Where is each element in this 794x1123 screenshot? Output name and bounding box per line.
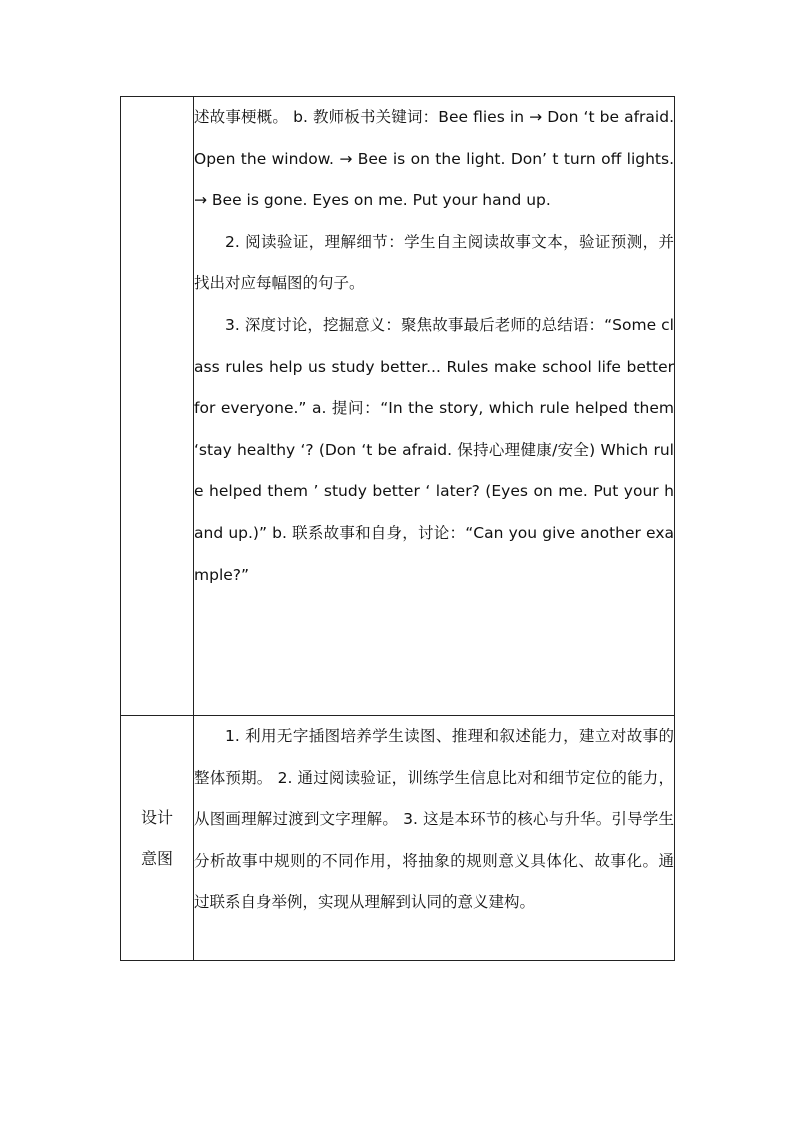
reading-verification-paragraph: 2. 阅读验证，理解细节：学生自主阅读故事文本，验证预测，并找出对应每幅图的句子。 — [194, 232, 674, 293]
story-summary-paragraph: 述故事梗概。 b. 教师板书关键词：Bee flies in → Don ‘t be afraid. Open the window. → Bee is on the light. Don’ t turn off lights. → Bee is gone. Eyes on me. Put your hand up. — [194, 108, 674, 210]
activity-label-cell — [121, 97, 194, 716]
design-intent-row — [121, 716, 675, 961]
lesson-plan-table — [120, 96, 675, 961]
activity-content-cell — [194, 97, 675, 716]
design-intent-content-cell — [194, 716, 675, 961]
design-intent-paragraph: 1. 利用无字插图培养学生读图、推理和叙述能力，建立对故事的整体预期。 2. 通过阅读验证，训练学生信息比对和细节定位的能力，从图画理解过渡到文字理解。 3. 这是本环节的核心与升华。引导学生分析故事中规则的不同作用，将抽象的规则意义具体化、故事化。通过联系自身举例，实现从理解到认同的意义建构。 — [194, 727, 674, 912]
design-intent-label-cell — [121, 716, 194, 961]
design-intent-label: 设计意图 — [140, 808, 173, 868]
deep-discussion-paragraph: 3. 深度讨论，挖掘意义：聚焦故事最后老师的总结语：“Some class rules help us study better... Rules make school life better for everyone.” a. 提问：“In the story, which rule helped them ‘stay healthy ‘? (Don ‘t be afraid. 保持心理健康/安全) Which rule helped them ’ study better ‘ later? (Eyes on me. Put your hand up.)” b. 联系故事和自身，讨论：“Can you give another example?” — [194, 315, 674, 584]
activity-row — [121, 97, 675, 716]
